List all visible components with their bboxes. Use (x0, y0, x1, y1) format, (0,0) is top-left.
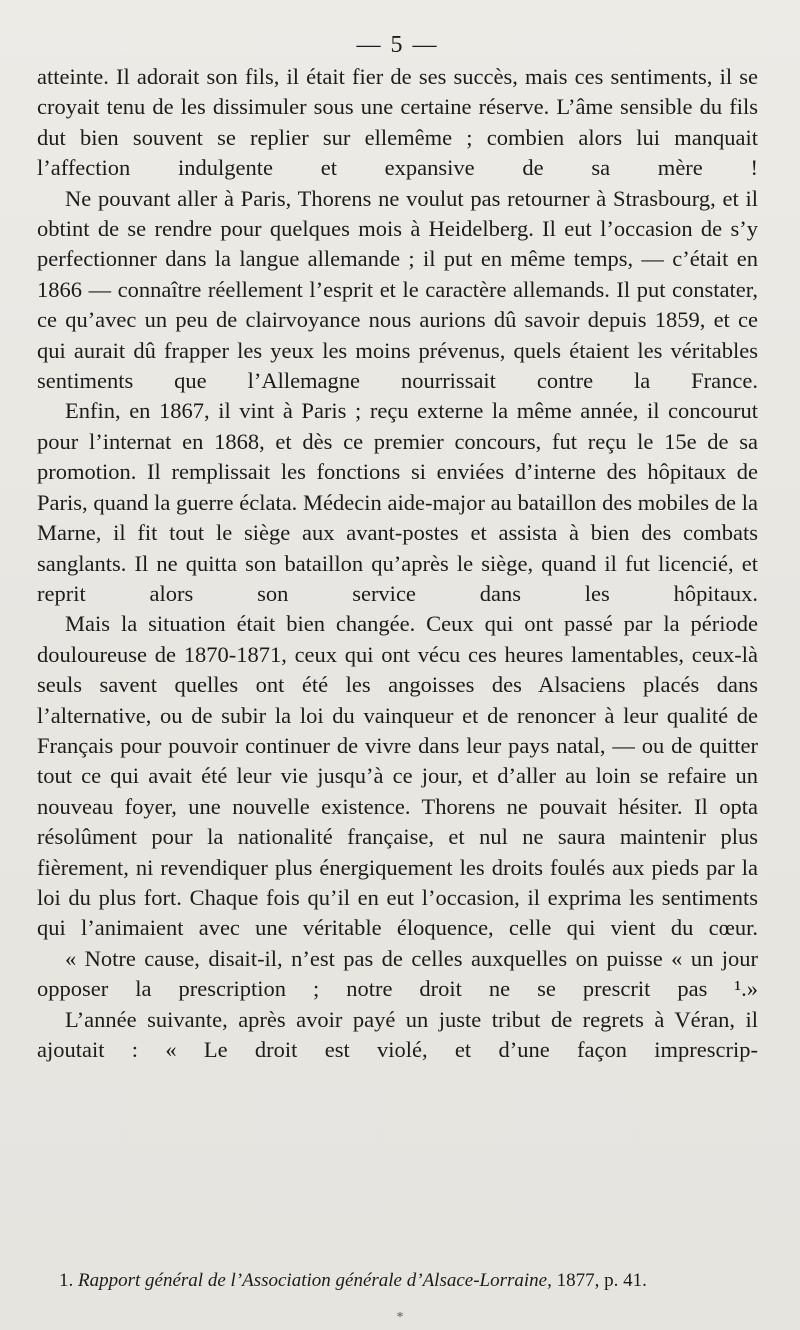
footnote-number: 1. (59, 1270, 74, 1291)
paragraph-6: L’année suivante, après avoir payé un juste tribut de regrets à Véran, il ajoutait : « Le droit est violé, et d’une façon imprescrip- (37, 1006, 758, 1062)
footnote-area (37, 1268, 758, 1294)
footnote-ref: 1877, p. 41. (556, 1270, 647, 1291)
page-number: — 5 — (356, 32, 439, 58)
footnote (37, 1268, 758, 1294)
body-text (37, 62, 758, 1065)
footnote-title: Rapport général de l’Association générale d’Alsace-Lorraine, (78, 1270, 552, 1291)
paragraph-1: atteinte. Il adorait son fils, il était fier de ses succès, mais ces sentiments, il se croyait tenu de les dissimuler sous une certaine réserve. L’âme sensible du fils dut bien souvent se replier sur ellemême ; combien alors lui manquait l’affection indulgente et expansive de sa mère ! (37, 64, 758, 181)
paragraph-3: Enfin, en 1867, il vint à Paris ; reçu externe la même année, il concourut pour l’internat en 1868, et dès ce premier concours, fut reçu le 15e de sa promotion. Il remplissait les fonctions si enviées d’interne des hôpitaux de Paris, quand la guerre éclata. Médecin aide-major au bataillon des mobiles de la Marne, il fit tout le siège aux avant-postes et assista à bien des combats sanglants. Il ne quitta son bataillon qu’après le siège, quand il fut licencié, et reprit alors son service dans les hôpitaux. (37, 398, 758, 606)
paragraph-4: Mais la situation était bien changée. Ceux qui ont passé par la période douloureuse de 1870-1871, ceux qui ont vécu ces heures lamentables, ceux-là seuls savent quelles ont été les angoisses des Alsaciens placés dans l’alternative, ou de subir la loi du vainqueur et de renoncer à leur qualité de Français pour pouvoir continuer de vivre dans leur pays natal, — ou de quitter tout ce qui avait été leur vie jusqu’à ce jour, et d’aller au loin se refaire un nouveau foyer, une nouvelle existence. Thorens ne pouvait hésiter. Il opta résolûment pour la nationalité française, et nul ne saura maintenir plus fièrement, ni revendiquer plus énergiquement les droits foulés aux pieds par la loi du plus fort. Chaque fois qu’il en eut l’occasion, il exprima les sentiments qui l’animaient avec une véritable éloquence, celle qui vient du cœur. (37, 611, 758, 941)
quote-paragraph: « Notre cause, disait-il, n’est pas de celles auxquelles on puisse « un jour opposer la prescription ; notre droit ne se prescrit pas ¹.» (37, 945, 758, 1002)
paragraph-2: Ne pouvant aller à Paris, Thorens ne voulut pas retourner à Strasbourg, et il obtint de se rendre pour quelques mois à Heidelberg. Il eut l’occasion de s’y perfectionner dans la langue allemande ; il put en même temps, — c’était en 1866 — connaître réellement l’esprit et le caractère allemands. Il put constater, ce qu’avec un peu de clairvoyance nous aurions dû savoir depuis 1859, et ce qui aurait dû frapper les yeux les moins prévenus, quels étaient les véritables sentiments que l’Allemagne nourrissait contre la France. (37, 185, 758, 394)
ornament-mark: * (396, 1310, 404, 1325)
